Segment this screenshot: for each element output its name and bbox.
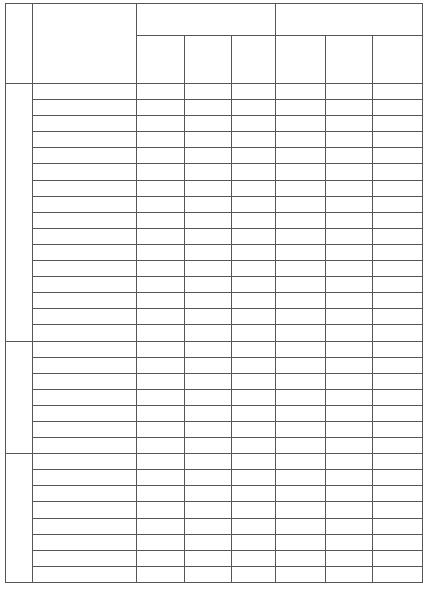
value-cell (326, 212, 373, 228)
value-cell (276, 84, 326, 100)
value-cell (373, 228, 423, 244)
value-cell (373, 373, 423, 389)
value-cell (373, 566, 423, 582)
position-cell (33, 405, 137, 421)
value-cell (373, 389, 423, 405)
value-cell (185, 373, 232, 389)
value-cell (276, 566, 326, 582)
period-2014-header (276, 4, 423, 36)
value-cell (185, 454, 232, 470)
table-row (6, 470, 423, 486)
value-cell (185, 357, 232, 373)
value-cell (276, 486, 326, 502)
value-cell (185, 550, 232, 566)
value-cell (373, 132, 423, 148)
header-row-periods (6, 4, 423, 36)
value-cell (185, 148, 232, 164)
position-cell (33, 244, 137, 260)
category-cell (6, 84, 33, 342)
col-2013-retired-header (232, 36, 276, 84)
value-cell (373, 486, 423, 502)
table-row (6, 325, 423, 341)
position-cell (33, 116, 137, 132)
value-cell (137, 421, 185, 437)
position-cell (33, 325, 137, 341)
value-cell (373, 212, 423, 228)
value-cell (232, 132, 276, 148)
position-cell (33, 518, 137, 534)
value-cell (232, 148, 276, 164)
table-row (6, 116, 423, 132)
value-cell (276, 341, 326, 357)
value-cell (137, 293, 185, 309)
col-2013-lixiu-header (185, 36, 232, 84)
value-cell (137, 357, 185, 373)
value-cell (232, 470, 276, 486)
value-cell (326, 534, 373, 550)
value-cell (232, 261, 276, 277)
value-cell (373, 309, 423, 325)
value-cell (373, 148, 423, 164)
value-cell (185, 132, 232, 148)
value-cell (185, 180, 232, 196)
value-cell (232, 486, 276, 502)
table-row (6, 148, 423, 164)
value-cell (326, 454, 373, 470)
value-cell (276, 502, 326, 518)
value-cell (373, 325, 423, 341)
table-row (6, 196, 423, 212)
value-cell (137, 486, 185, 502)
category-header (6, 4, 33, 84)
table-row (6, 405, 423, 421)
value-cell (276, 261, 326, 277)
value-cell (137, 212, 185, 228)
value-cell (232, 228, 276, 244)
position-cell (33, 341, 137, 357)
value-cell (185, 261, 232, 277)
value-cell (373, 164, 423, 180)
position-cell (33, 261, 137, 277)
position-cell (33, 293, 137, 309)
value-cell (373, 421, 423, 437)
value-cell (373, 261, 423, 277)
value-cell (276, 470, 326, 486)
value-cell (137, 228, 185, 244)
value-cell (326, 357, 373, 373)
value-cell (326, 164, 373, 180)
table-row (6, 566, 423, 582)
col-2013-active-header (137, 36, 185, 84)
table-row (6, 486, 423, 502)
value-cell (276, 212, 326, 228)
value-cell (276, 550, 326, 566)
position-cell (33, 454, 137, 470)
value-cell (326, 100, 373, 116)
value-cell (232, 373, 276, 389)
salary-standard-table (5, 3, 423, 583)
value-cell (326, 261, 373, 277)
value-cell (276, 373, 326, 389)
position-cell (33, 277, 137, 293)
value-cell (326, 116, 373, 132)
table-row (6, 164, 423, 180)
table-row (6, 550, 423, 566)
value-cell (185, 405, 232, 421)
value-cell (326, 325, 373, 341)
value-cell (232, 438, 276, 454)
value-cell (276, 293, 326, 309)
table-row (6, 534, 423, 550)
value-cell (232, 100, 276, 116)
position-cell (33, 212, 137, 228)
value-cell (276, 389, 326, 405)
value-cell (373, 534, 423, 550)
value-cell (326, 148, 373, 164)
value-cell (276, 180, 326, 196)
value-cell (373, 84, 423, 100)
table-row (6, 502, 423, 518)
position-cell (33, 357, 137, 373)
value-cell (185, 309, 232, 325)
value-cell (326, 470, 373, 486)
value-cell (276, 309, 326, 325)
value-cell (373, 341, 423, 357)
value-cell (276, 325, 326, 341)
value-cell (185, 325, 232, 341)
value-cell (326, 196, 373, 212)
value-cell (326, 486, 373, 502)
value-cell (185, 534, 232, 550)
value-cell (373, 100, 423, 116)
table-row (6, 228, 423, 244)
value-cell (276, 244, 326, 260)
value-cell (137, 309, 185, 325)
value-cell (326, 518, 373, 534)
value-cell (326, 438, 373, 454)
value-cell (232, 277, 276, 293)
value-cell (137, 534, 185, 550)
value-cell (185, 277, 232, 293)
value-cell (276, 421, 326, 437)
value-cell (373, 293, 423, 309)
position-cell (33, 196, 137, 212)
value-cell (137, 518, 185, 534)
value-cell (185, 164, 232, 180)
value-cell (137, 100, 185, 116)
value-cell (137, 373, 185, 389)
value-cell (185, 502, 232, 518)
value-cell (326, 341, 373, 357)
value-cell (137, 164, 185, 180)
value-cell (185, 470, 232, 486)
value-cell (232, 566, 276, 582)
value-cell (276, 454, 326, 470)
period-2013-header (137, 4, 276, 36)
value-cell (232, 502, 276, 518)
value-cell (137, 277, 185, 293)
table-row (6, 357, 423, 373)
value-cell (185, 421, 232, 437)
value-cell (276, 116, 326, 132)
col-2014-retired-header (373, 36, 423, 84)
value-cell (232, 405, 276, 421)
position-cell (33, 389, 137, 405)
position-cell (33, 373, 137, 389)
value-cell (232, 309, 276, 325)
value-cell (373, 438, 423, 454)
value-cell (137, 261, 185, 277)
value-cell (326, 373, 373, 389)
col-2014-lixiu-header (326, 36, 373, 84)
value-cell (373, 470, 423, 486)
value-cell (326, 502, 373, 518)
value-cell (326, 550, 373, 566)
table-row (6, 100, 423, 116)
value-cell (137, 180, 185, 196)
value-cell (185, 228, 232, 244)
position-cell (33, 180, 137, 196)
value-cell (185, 293, 232, 309)
position-cell (33, 132, 137, 148)
value-cell (326, 566, 373, 582)
position-cell (33, 100, 137, 116)
value-cell (373, 196, 423, 212)
value-cell (232, 325, 276, 341)
value-cell (373, 244, 423, 260)
value-cell (276, 196, 326, 212)
value-cell (232, 550, 276, 566)
position-cell (33, 421, 137, 437)
value-cell (232, 341, 276, 357)
position-cell (33, 309, 137, 325)
table-row (6, 438, 423, 454)
value-cell (232, 357, 276, 373)
value-cell (276, 438, 326, 454)
value-cell (185, 438, 232, 454)
value-cell (232, 421, 276, 437)
value-cell (185, 196, 232, 212)
position-cell (33, 148, 137, 164)
value-cell (232, 293, 276, 309)
position-cell (33, 470, 137, 486)
value-cell (137, 148, 185, 164)
position-header (33, 4, 137, 84)
value-cell (373, 357, 423, 373)
value-cell (326, 132, 373, 148)
value-cell (137, 84, 185, 100)
value-cell (232, 180, 276, 196)
position-cell (33, 84, 137, 100)
value-cell (326, 293, 373, 309)
value-cell (137, 116, 185, 132)
table-row (6, 212, 423, 228)
value-cell (276, 518, 326, 534)
value-cell (137, 341, 185, 357)
table-row (6, 389, 423, 405)
value-cell (137, 502, 185, 518)
value-cell (326, 244, 373, 260)
value-cell (326, 389, 373, 405)
value-cell (137, 438, 185, 454)
position-cell (33, 228, 137, 244)
value-cell (137, 244, 185, 260)
value-cell (276, 228, 326, 244)
value-cell (373, 405, 423, 421)
value-cell (232, 518, 276, 534)
value-cell (276, 100, 326, 116)
value-cell (326, 228, 373, 244)
value-cell (373, 518, 423, 534)
value-cell (276, 148, 326, 164)
table-row (6, 518, 423, 534)
value-cell (232, 164, 276, 180)
value-cell (326, 84, 373, 100)
table-row (6, 341, 423, 357)
value-cell (373, 180, 423, 196)
value-cell (326, 421, 373, 437)
table-row (6, 421, 423, 437)
value-cell (373, 277, 423, 293)
value-cell (373, 116, 423, 132)
table-row (6, 454, 423, 470)
position-cell (33, 566, 137, 582)
table-row (6, 373, 423, 389)
table-row (6, 309, 423, 325)
value-cell (276, 277, 326, 293)
value-cell (137, 132, 185, 148)
value-cell (137, 196, 185, 212)
table-row (6, 277, 423, 293)
table-row (6, 180, 423, 196)
value-cell (137, 470, 185, 486)
value-cell (185, 116, 232, 132)
value-cell (326, 309, 373, 325)
value-cell (137, 405, 185, 421)
value-cell (185, 244, 232, 260)
value-cell (276, 405, 326, 421)
table-row (6, 293, 423, 309)
value-cell (232, 389, 276, 405)
value-cell (276, 357, 326, 373)
table-row (6, 261, 423, 277)
position-cell (33, 438, 137, 454)
value-cell (137, 550, 185, 566)
value-cell (137, 325, 185, 341)
value-cell (185, 341, 232, 357)
value-cell (137, 566, 185, 582)
value-cell (185, 566, 232, 582)
position-cell (33, 550, 137, 566)
table-row (6, 132, 423, 148)
value-cell (232, 454, 276, 470)
value-cell (326, 405, 373, 421)
category-cell (6, 454, 33, 583)
value-cell (276, 534, 326, 550)
table-row (6, 84, 423, 100)
value-cell (232, 196, 276, 212)
value-cell (185, 518, 232, 534)
position-cell (33, 486, 137, 502)
value-cell (185, 486, 232, 502)
position-cell (33, 164, 137, 180)
value-cell (185, 84, 232, 100)
col-2014-active-header (276, 36, 326, 84)
value-cell (232, 116, 276, 132)
category-cell (6, 341, 33, 454)
table-row (6, 244, 423, 260)
value-cell (373, 454, 423, 470)
value-cell (232, 534, 276, 550)
value-cell (232, 244, 276, 260)
value-cell (137, 389, 185, 405)
value-cell (232, 212, 276, 228)
value-cell (373, 502, 423, 518)
value-cell (137, 454, 185, 470)
value-cell (276, 164, 326, 180)
salary-standard-table-page (5, 3, 422, 597)
value-cell (185, 212, 232, 228)
value-cell (326, 180, 373, 196)
position-cell (33, 534, 137, 550)
value-cell (232, 84, 276, 100)
value-cell (326, 277, 373, 293)
value-cell (185, 100, 232, 116)
value-cell (276, 132, 326, 148)
value-cell (373, 550, 423, 566)
position-cell (33, 502, 137, 518)
value-cell (185, 389, 232, 405)
